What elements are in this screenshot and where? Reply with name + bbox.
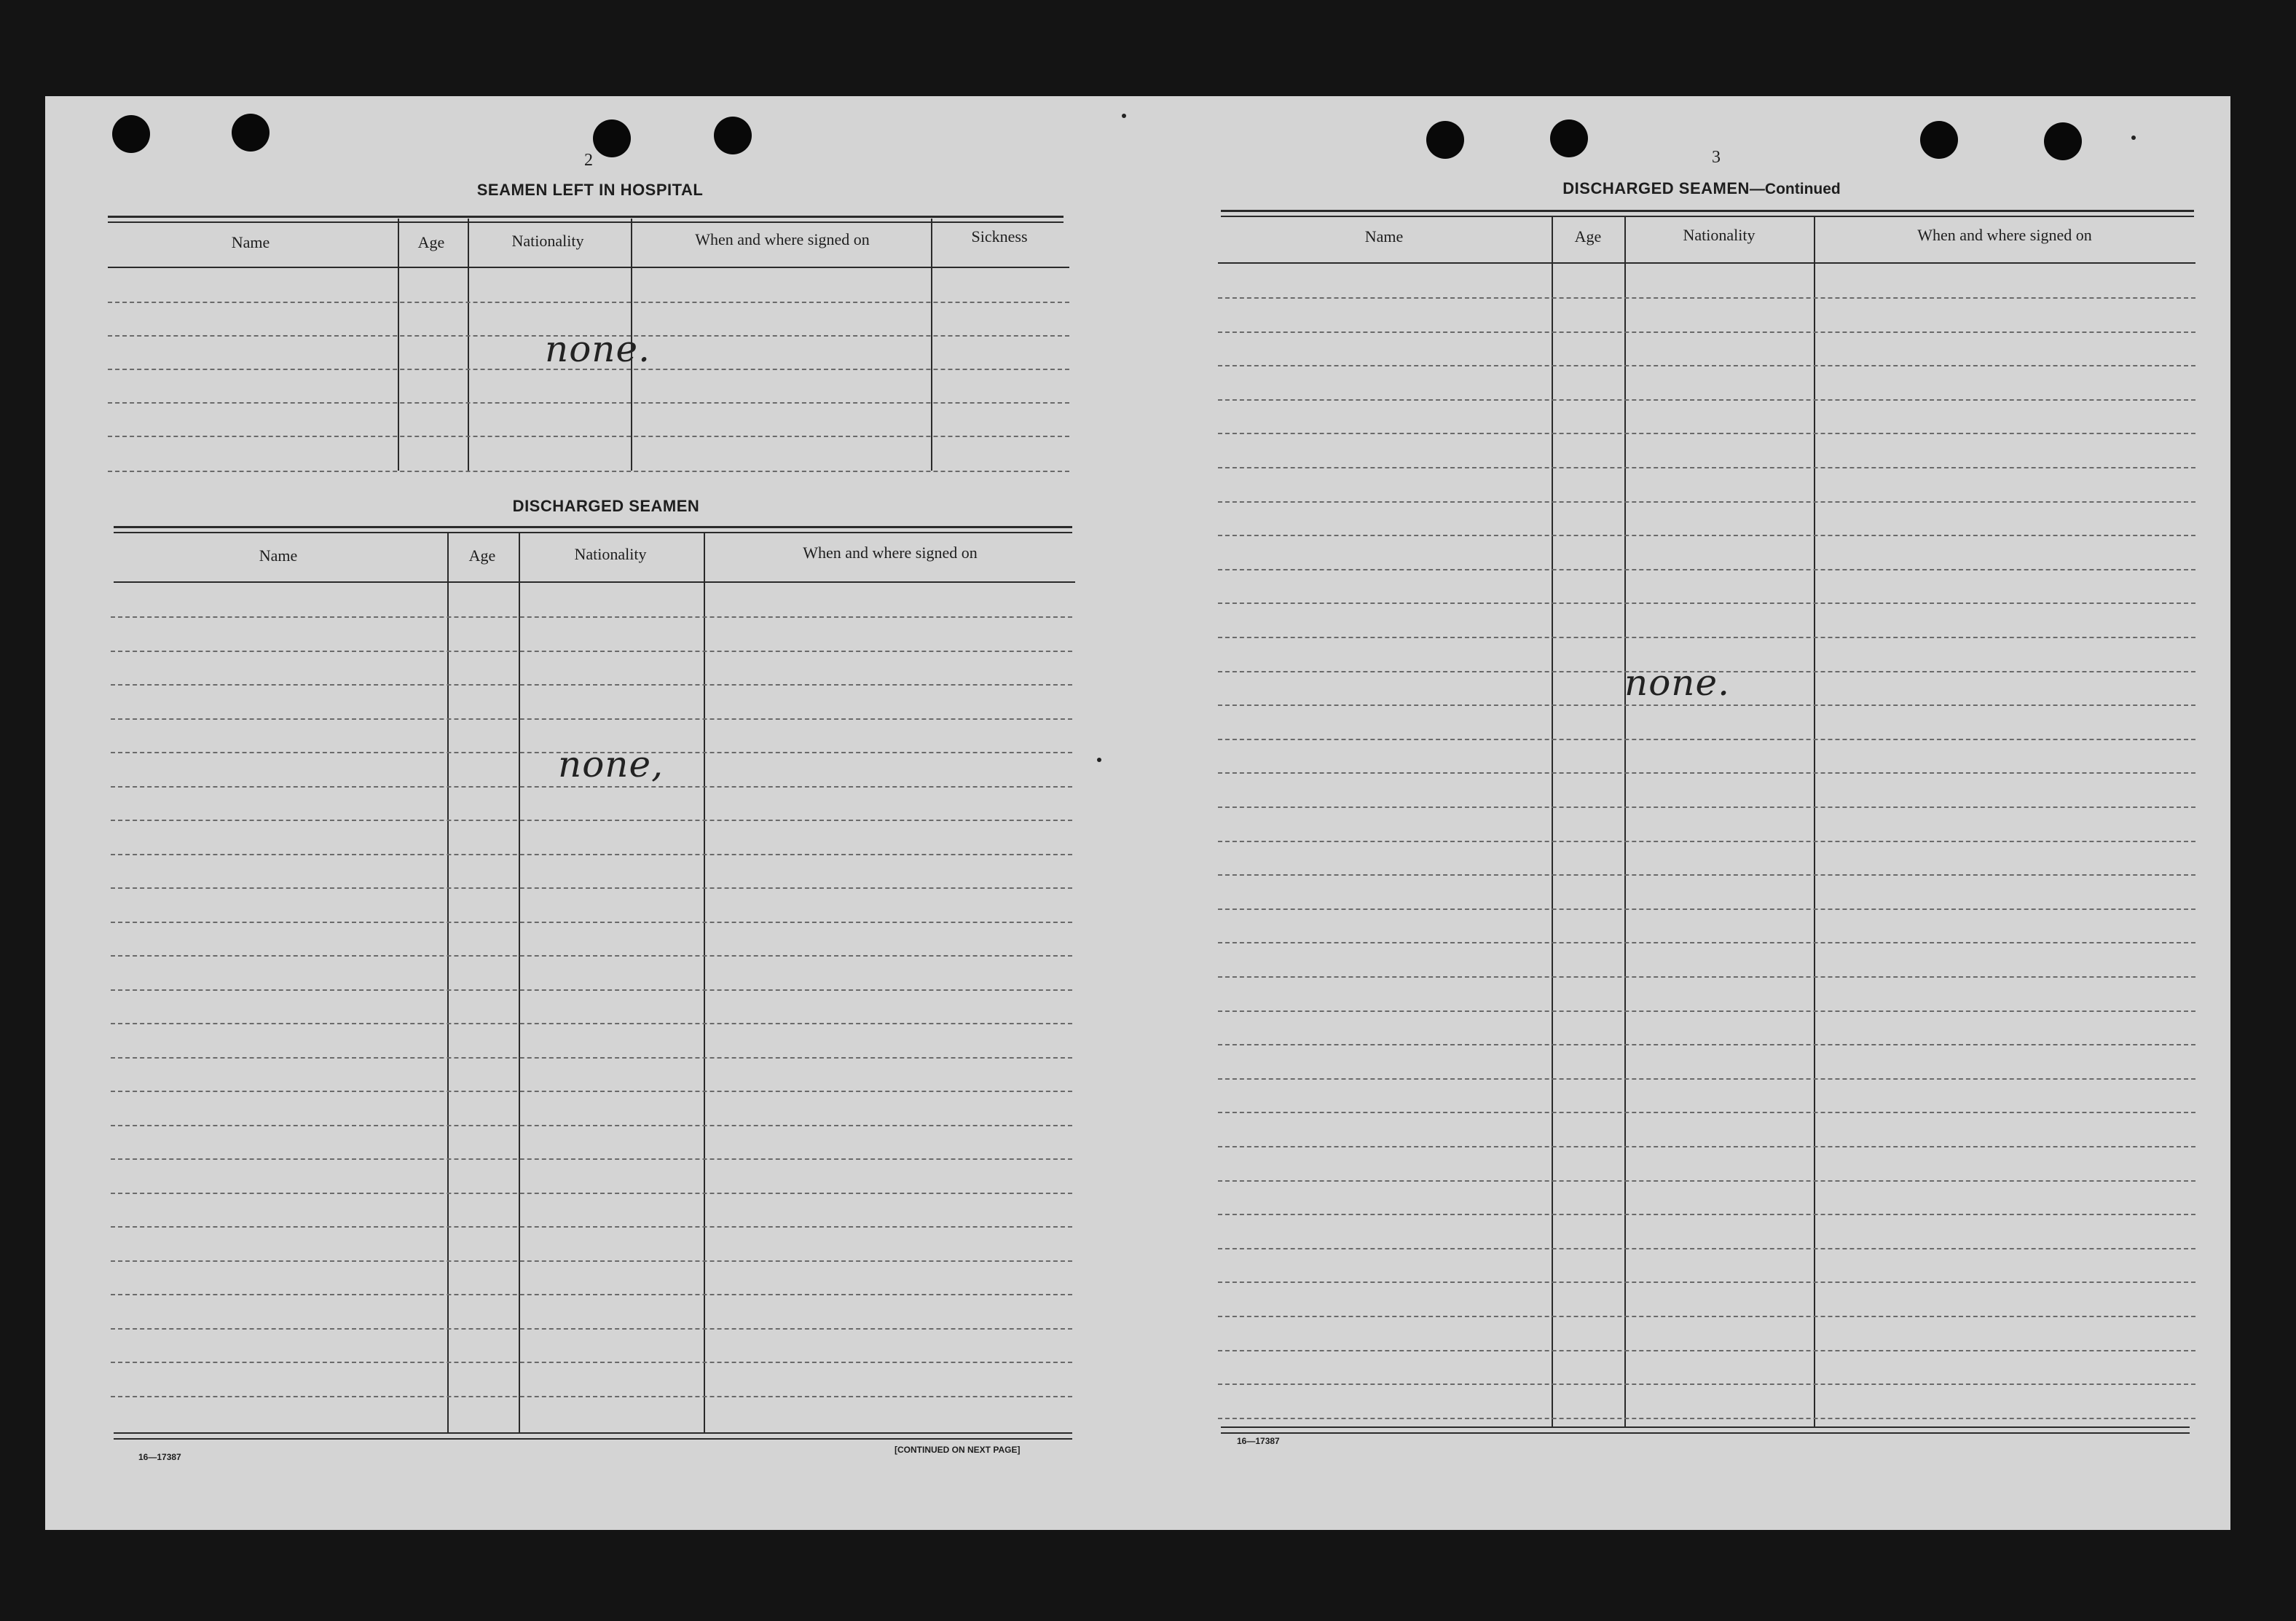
handwritten-none: none. bbox=[545, 328, 650, 370]
ink-speck bbox=[1097, 758, 1101, 762]
binder-hole bbox=[232, 114, 270, 152]
section-title-hospital: SEAMEN LEFT IN HOSPITAL bbox=[476, 181, 704, 199]
page-number: 3 bbox=[1712, 148, 1721, 167]
column-header-age: Age bbox=[468, 546, 496, 565]
row-rule bbox=[1218, 1383, 2195, 1385]
column-header-signed-on: When and where signed on bbox=[803, 543, 978, 562]
row-rule bbox=[1218, 1078, 2195, 1080]
row-rule bbox=[111, 786, 1072, 788]
row-rule bbox=[1218, 704, 2195, 706]
section-title-discharged-continued bbox=[1562, 181, 1840, 197]
row-rule bbox=[111, 718, 1072, 720]
row-rule bbox=[111, 955, 1072, 957]
binder-hole bbox=[1550, 119, 1588, 157]
row-rule bbox=[1218, 331, 2195, 333]
row-rule bbox=[111, 1328, 1072, 1330]
column-header-nationality: Nationality bbox=[511, 232, 584, 250]
row-rule bbox=[1218, 1418, 2195, 1419]
row-rule bbox=[111, 684, 1072, 686]
row-rule bbox=[111, 1294, 1072, 1295]
column-header-name: Name bbox=[259, 546, 298, 565]
handwritten-none: none. bbox=[1624, 662, 1730, 704]
row-rule bbox=[1218, 806, 2195, 808]
column-header-name: Name bbox=[1364, 227, 1404, 246]
row-rule bbox=[1218, 1316, 2195, 1317]
row-rule bbox=[111, 887, 1072, 889]
row-rule bbox=[111, 616, 1072, 618]
binder-hole bbox=[1920, 121, 1958, 159]
row-rule bbox=[111, 1057, 1072, 1059]
row-rule bbox=[1218, 569, 2195, 570]
binder-hole bbox=[714, 117, 752, 154]
row-rule bbox=[1218, 535, 2195, 536]
row-rule bbox=[1218, 942, 2195, 943]
continued-note: [CONTINUED ON NEXT PAGE] bbox=[895, 1445, 1021, 1455]
row-rule bbox=[111, 1362, 1072, 1363]
row-rule bbox=[1218, 1214, 2195, 1215]
row-rule bbox=[1218, 976, 2195, 978]
row-rule bbox=[1218, 637, 2195, 638]
form-number: 16—17387 bbox=[1237, 1436, 1280, 1446]
handwritten-none: none, bbox=[558, 743, 664, 785]
row-rule bbox=[1218, 874, 2195, 876]
row-rule bbox=[111, 1091, 1072, 1092]
row-rule bbox=[111, 1158, 1072, 1160]
row-rule bbox=[1218, 841, 2195, 842]
ink-speck bbox=[2131, 136, 2136, 140]
title-main: DISCHARGED SEAMEN bbox=[1562, 179, 1750, 197]
row-rule bbox=[1218, 1350, 2195, 1351]
column-header-nationality: Nationality bbox=[1683, 226, 1756, 244]
row-rule bbox=[1218, 908, 2195, 910]
row-rule bbox=[1218, 1146, 2195, 1147]
row-rule bbox=[1218, 1044, 2195, 1045]
row-rule bbox=[111, 922, 1072, 923]
row-rule bbox=[111, 651, 1072, 652]
row-rule bbox=[111, 1260, 1072, 1262]
row-rule bbox=[111, 854, 1072, 855]
column-header-signed-on: When and where signed on bbox=[695, 230, 870, 248]
page-number: 2 bbox=[584, 151, 593, 170]
row-rule bbox=[111, 1396, 1072, 1397]
binder-hole bbox=[2044, 122, 2082, 160]
ink-speck bbox=[1122, 114, 1126, 118]
column-header-signed-on: When and where signed on bbox=[1917, 226, 2092, 244]
binder-hole bbox=[1426, 121, 1464, 159]
form-number: 16—17387 bbox=[138, 1452, 181, 1462]
row-rule bbox=[1218, 603, 2195, 604]
row-rule bbox=[1218, 1248, 2195, 1249]
row-rule bbox=[1218, 1010, 2195, 1012]
row-rule bbox=[111, 1193, 1072, 1194]
row-rule bbox=[1218, 365, 2195, 366]
row-rule bbox=[111, 1226, 1072, 1228]
row-rule bbox=[1218, 1112, 2195, 1113]
row-rule bbox=[1218, 399, 2195, 401]
row-rule bbox=[111, 1125, 1072, 1126]
column-header-age: Age bbox=[1574, 227, 1602, 246]
row-rule bbox=[111, 1023, 1072, 1024]
title-suffix: —Continued bbox=[1749, 181, 1841, 197]
binder-hole bbox=[593, 119, 631, 157]
column-header-sickness: Sickness bbox=[971, 227, 1028, 246]
column-header-nationality: Nationality bbox=[574, 545, 647, 563]
column-header-age: Age bbox=[417, 233, 445, 251]
row-rule bbox=[111, 820, 1072, 821]
row-rule bbox=[1218, 1282, 2195, 1283]
document-spread bbox=[45, 96, 2230, 1530]
row-rule bbox=[1218, 772, 2195, 774]
row-rule bbox=[111, 989, 1072, 991]
row-rule bbox=[1218, 467, 2195, 468]
row-rule bbox=[1218, 501, 2195, 503]
row-rule bbox=[1218, 1180, 2195, 1182]
binder-hole bbox=[112, 115, 150, 153]
row-rule bbox=[1218, 297, 2195, 299]
row-rule bbox=[1218, 433, 2195, 434]
section-title-discharged: DISCHARGED SEAMEN bbox=[512, 497, 700, 515]
column-header-name: Name bbox=[231, 233, 270, 251]
row-rule bbox=[1218, 739, 2195, 740]
